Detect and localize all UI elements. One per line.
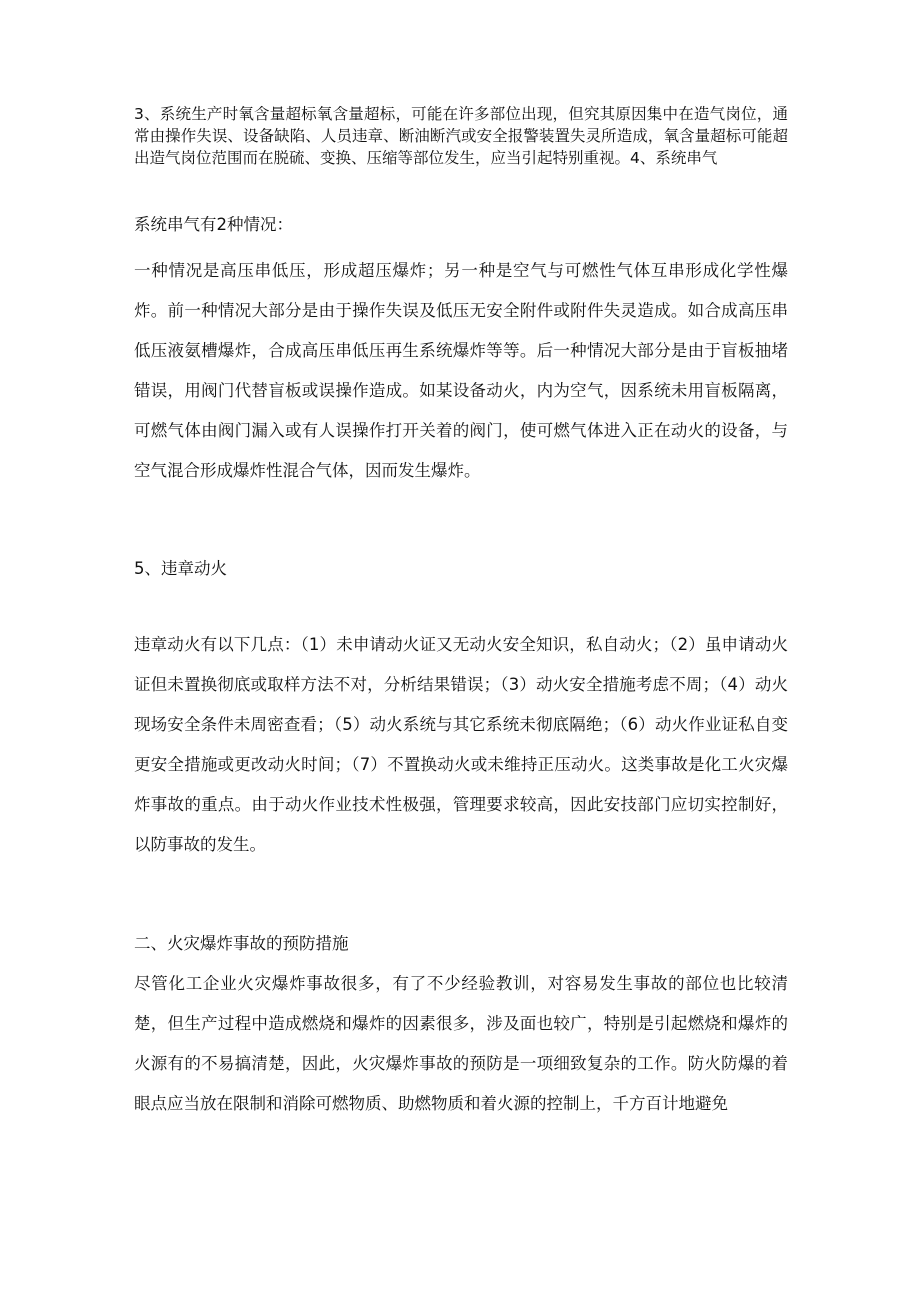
paragraph-illegal-hot-work: 违章动火有以下几点：（1）未申请动火证又无动火安全知识，私自动火；（2）虽申请动火证但未置换彻底或取样方法不对，分析结果错误；（3）动火安全措施考虑不周；（4）动火现场安全条件未周密查看；（5）动火系统与其它系统未彻底隔绝；（6）动火作业证私自变更安全措施或更改动火时间；（7）不置换动火或未维持正压动火。这类事故是化工火灾爆炸事故的重点。由于动火作业技术性极强，管理要求较高，因此安技部门应切实控制好，以防事故的发生。 [134, 635, 788, 854]
paragraph-gas-crossflow-intro: 系统串气有2种情况： [134, 215, 293, 234]
paragraph-prevention-measures: 尽管化工企业火灾爆炸事故很多，有了不少经验教训，对容易发生事故的部位也比较清楚，但生产过程中造成燃烧和爆炸的因素很多，涉及面也较广，特别是引起燃烧和爆炸的火源有的不易搞清楚，因此，火灾爆炸事故的预防是一项细致复杂的工作。防火防爆的着眼点应当放在限制和消除可燃物质、助燃物质和着火源的控制上，千方百计地避免 [134, 974, 788, 1113]
section-heading-prevention-measures: 二、火灾爆炸事故的预防措施 [134, 934, 349, 953]
section-heading-illegal-hot-work: 5、违章动火 [134, 559, 227, 578]
paragraph-gas-crossflow-detail: 一种情况是高压串低压，形成超压爆炸；另一种是空气与可燃性气体互串形成化学性爆炸。前一种情况大部分是由于操作失误及低压无安全附件或附件失灵造成。如合成高压串低压液氨槽爆炸，合成高压串低压再生系统爆炸等等。后一种情况大部分是由于盲板抽堵错误，用阀门代替盲板或误操作造成。如某设备动火，内为空气，因系统未用盲板隔离，可燃气体由阀门漏入或有人误操作打开关着的阀门，使可燃气体进入正在动火的设备，与空气混合形成爆炸性混合气体，因而发生爆炸。 [134, 261, 788, 480]
paragraph-oxygen-excess: 3、系统生产时氧含量超标氧含量超标，可能在许多部位出现，但究其原因集中在造气岗位，通常由操作失误、设备缺陷、人员违章、断油断汽或安全报警装置失灵所造成，氧含量超标可能超出造气岗位范围而在脱硫、变换、压缩等部位发生，应当引起特别重视。4、系统串气 [134, 105, 788, 167]
